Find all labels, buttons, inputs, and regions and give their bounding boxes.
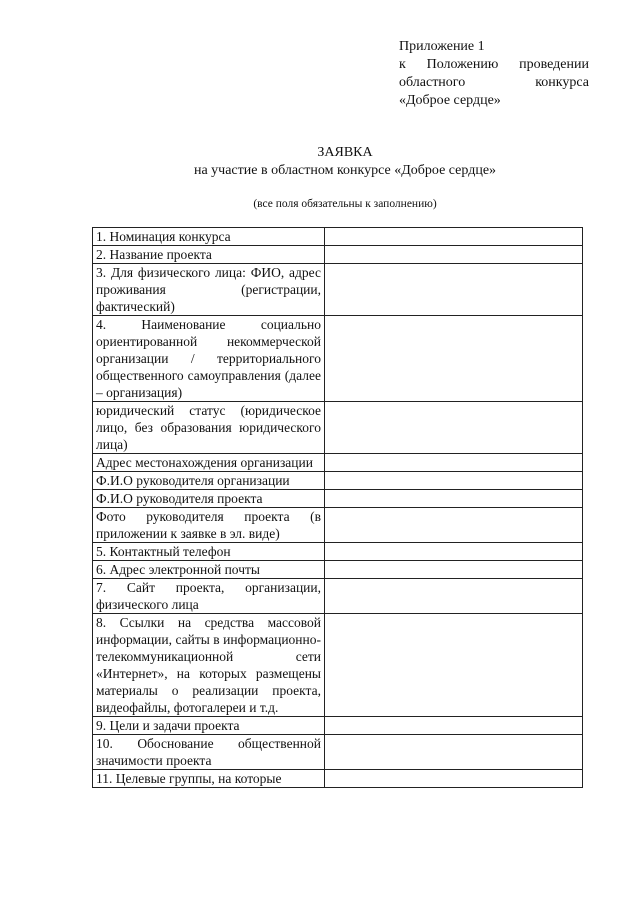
field-label: 11. Целевые группы, на которые [93, 770, 325, 788]
field-value-cell[interactable] [325, 508, 583, 543]
field-label: юридический статус (юридическое лицо, без образования юридического лица) [93, 402, 325, 454]
field-label: 2. Название проекта [93, 246, 325, 264]
table-row [93, 735, 583, 770]
table-row [93, 264, 583, 316]
table-row [93, 472, 583, 490]
appendix-block [399, 38, 589, 110]
field-label: 6. Адрес электронной почты [93, 561, 325, 579]
field-label: 10. Обоснование общественной значимости проекта [93, 735, 325, 770]
field-label: Фото руководителя проекта (в приложении к заявке в эл. виде) [93, 508, 325, 543]
table-row [93, 561, 583, 579]
field-label: Ф.И.О руководителя организации [93, 472, 325, 490]
table-row [93, 770, 583, 788]
table-row [93, 246, 583, 264]
field-label: Ф.И.О руководителя проекта [93, 490, 325, 508]
field-label: Адрес местонахождения организации [93, 454, 325, 472]
field-value-cell[interactable] [325, 770, 583, 788]
field-value-cell[interactable] [325, 316, 583, 402]
field-label: 3. Для физического лица: ФИО, адрес проживания (регистрации, фактический) [93, 264, 325, 316]
field-label: 1. Номинация конкурса [93, 228, 325, 246]
table-row [93, 614, 583, 717]
field-label: 7. Сайт проекта, организации, физического лица [93, 579, 325, 614]
document-title: ЗАЯВКА [317, 145, 373, 160]
field-value-cell[interactable] [325, 228, 583, 246]
field-value-cell[interactable] [325, 717, 583, 735]
field-value-cell[interactable] [325, 735, 583, 770]
field-label: 4. Наименование социально ориентированной некоммерческой организации / территориального общественного самоуправления (далее – организация) [93, 316, 325, 402]
field-value-cell[interactable] [325, 543, 583, 561]
document-subtitle: на участие в областном конкурсе «Доброе сердце» [193, 163, 497, 178]
table-row [93, 402, 583, 454]
table-row [93, 454, 583, 472]
table-row [93, 717, 583, 735]
table-row [93, 228, 583, 246]
field-value-cell[interactable] [325, 490, 583, 508]
required-fields-note: (все поля обязательны к заполнению) [253, 198, 437, 210]
field-label: 5. Контактный телефон [93, 543, 325, 561]
field-value-cell[interactable] [325, 561, 583, 579]
field-value-cell[interactable] [325, 402, 583, 454]
field-value-cell[interactable] [325, 246, 583, 264]
table-row [93, 490, 583, 508]
field-label: 9. Цели и задачи проекта [93, 717, 325, 735]
appendix-line-2: к Положению проведении [399, 57, 589, 72]
appendix-line-4: «Доброе сердце» [399, 93, 501, 108]
appendix-line-3: областного конкурса [399, 75, 589, 90]
appendix-line-1: Приложение 1 [399, 39, 485, 54]
application-form-table [92, 227, 583, 788]
field-value-cell[interactable] [325, 579, 583, 614]
field-label: 8. Ссылки на средства массовой информации, сайты в информационно-телекоммуникационной сети «Интернет», на которых размещены материалы о реализации проекта, видеофайлы, фотогалереи и т.д. [93, 614, 325, 717]
table-row [93, 508, 583, 543]
field-value-cell[interactable] [325, 472, 583, 490]
field-value-cell[interactable] [325, 264, 583, 316]
field-value-cell[interactable] [325, 614, 583, 717]
table-row [93, 579, 583, 614]
field-value-cell[interactable] [325, 454, 583, 472]
table-row [93, 543, 583, 561]
table-row [93, 316, 583, 402]
